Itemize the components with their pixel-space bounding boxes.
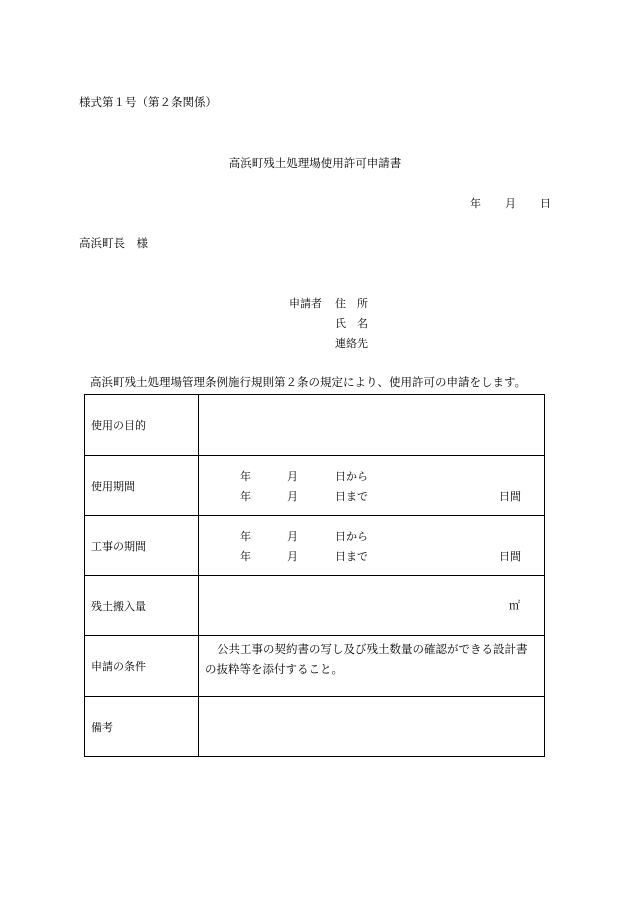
construction-period-label: 工事の期間 xyxy=(91,539,146,553)
purpose-label: 使用の目的 xyxy=(91,419,146,432)
usage-period-input-area[interactable] xyxy=(199,456,544,515)
soil-volume-label-cell xyxy=(85,576,199,635)
application-statement: 高浜町残土処理場管理条例施行規則第２条の規定により、使用許可の申請をします。 xyxy=(90,375,527,389)
usage-end-year: 年 xyxy=(240,490,251,503)
purpose-label-cell xyxy=(85,395,199,455)
usage-period-label: 使用期間 xyxy=(91,479,135,493)
address-label: 住 所 xyxy=(335,297,368,310)
recipient: 高浜町長 様 xyxy=(79,236,148,250)
purpose-input-area[interactable] xyxy=(199,395,544,455)
usage-start-month: 月 xyxy=(287,470,298,483)
conditions-text-line2: の抜粋等を添付すること。 xyxy=(205,662,343,676)
soil-volume-row xyxy=(85,576,544,636)
date-day-label: 日 xyxy=(540,197,551,210)
conditions-label: 申請の条件 xyxy=(91,660,146,673)
contact-label: 連絡先 xyxy=(335,337,368,350)
construction-period-label-cell xyxy=(85,516,199,575)
form-number: 様式第１号（第２条関係） xyxy=(79,95,217,109)
usage-period-label-cell xyxy=(85,456,199,515)
document-title: 高浜町残土処理場使用許可申請書 xyxy=(228,156,402,170)
construction-end-month: 月 xyxy=(287,550,298,563)
usage-end-month: 月 xyxy=(287,490,298,503)
construction-period-input-area[interactable] xyxy=(199,516,544,575)
usage-end-day: 日まで xyxy=(335,490,368,503)
soil-volume-unit: ㎡ xyxy=(509,599,520,612)
construction-start-year: 年 xyxy=(240,530,251,543)
remarks-label-cell xyxy=(85,697,199,756)
construction-start-month: 月 xyxy=(287,530,298,543)
construction-period-row xyxy=(85,516,544,576)
soil-volume-label: 残土搬入量 xyxy=(91,599,146,613)
usage-start-day: 日から xyxy=(335,470,368,483)
date-year-label: 年 xyxy=(470,197,481,210)
date-month-label: 月 xyxy=(505,197,516,210)
construction-end-year: 年 xyxy=(240,550,251,563)
conditions-content-area xyxy=(85,636,544,696)
construction-end-day: 日まで xyxy=(335,550,368,563)
remarks-label: 備考 xyxy=(91,720,113,734)
remarks-row xyxy=(85,697,544,756)
applicant-label: 申請者 xyxy=(289,297,322,310)
usage-start-year: 年 xyxy=(240,470,251,483)
purpose-row xyxy=(85,395,544,456)
usage-days-unit: 日間 xyxy=(499,490,521,503)
construction-start-day: 日から xyxy=(335,530,368,543)
construction-days-unit: 日間 xyxy=(499,550,521,563)
soil-volume-input-area[interactable] xyxy=(199,576,544,635)
conditions-row xyxy=(85,636,544,697)
name-label: 氏 名 xyxy=(335,317,368,330)
remarks-input-area[interactable] xyxy=(199,697,544,756)
usage-period-row xyxy=(85,456,544,516)
conditions-text-line1: 公共工事の契約書の写し及び残土数量の確認ができる設計書 xyxy=(217,642,528,656)
application-form-table xyxy=(84,394,545,757)
